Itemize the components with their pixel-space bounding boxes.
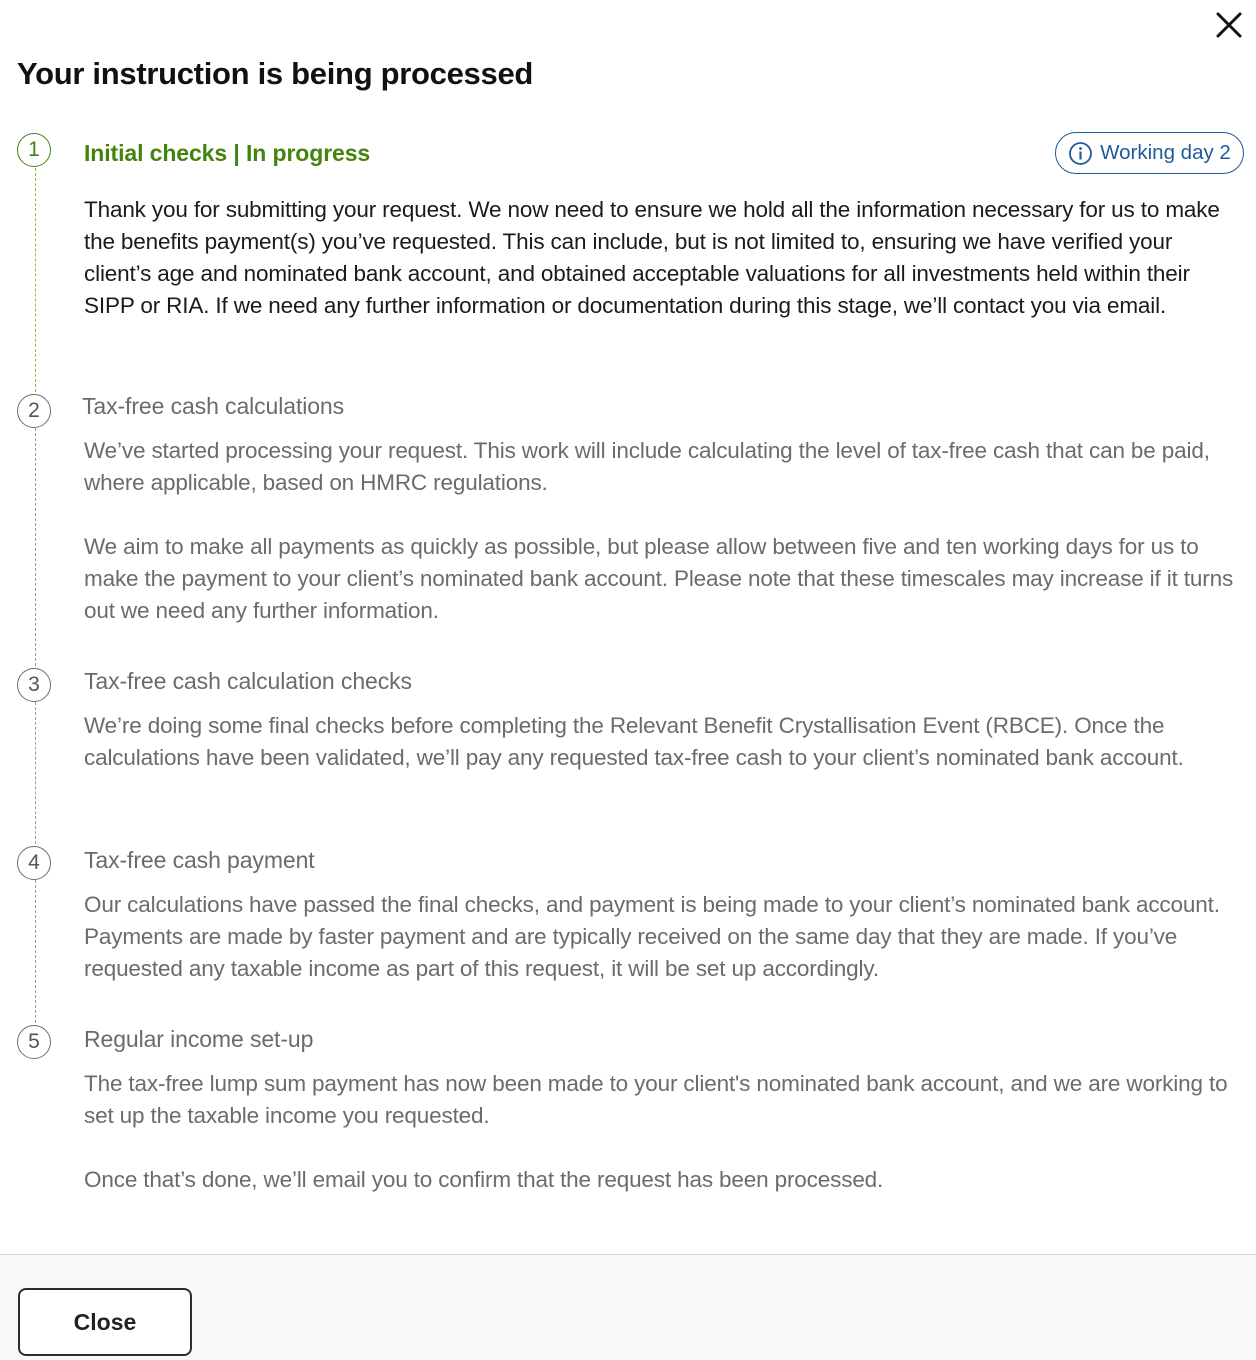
- step-title: Regular income set-up: [84, 1026, 314, 1052]
- step-number: 1: [17, 133, 51, 167]
- step-paragraph: We’re doing some final checks before completing the Relevant Benefit Crystallisation Event (RBCE). Once the calculations have been validated, we’ll pay any requested tax-free cash to your client’s nominated bank account.: [84, 713, 1184, 770]
- step-connector: [35, 168, 36, 392]
- step-paragraph: Our calculations have passed the final checks, and payment is being made to your client’s nominated bank account. Payments are made by faster payment and are typically received on the same day that they are made. If you’ve requested any taxable income as part of this request, it will be set up accordingly.: [84, 892, 1220, 981]
- step-number: 3: [17, 668, 51, 702]
- step-description: [84, 435, 1244, 627]
- working-day-badge: [1055, 132, 1244, 174]
- step-paragraph: The tax-free lump sum payment has now been made to your client's nominated bank account, and we are working to set up the taxable income you requested.: [84, 1071, 1228, 1128]
- step-title: Tax-free cash calculation checks: [84, 668, 412, 694]
- dialog-footer: [0, 1254, 1256, 1360]
- working-day-text: Working day 2: [1100, 141, 1231, 164]
- step-description: [84, 710, 1244, 774]
- step-title: Tax-free cash payment: [84, 847, 315, 873]
- step-number: 4: [17, 846, 51, 880]
- step-description: [84, 889, 1244, 985]
- step-title: Initial checks | In progress: [84, 140, 371, 166]
- step-connector: [35, 428, 36, 666]
- step-number: 5: [17, 1025, 51, 1059]
- close-icon: [1215, 11, 1243, 39]
- step-paragraph: Once that’s done, we’ll email you to confirm that the request has been processed.: [84, 1167, 884, 1192]
- step-title: Tax-free cash calculations: [82, 393, 345, 419]
- step-connector: [35, 880, 36, 1023]
- step-number: 2: [17, 394, 51, 428]
- step-connector: [35, 702, 36, 844]
- step-paragraph: We’ve started processing your request. This work will include calculating the level of tax-free cash that can be paid, where applicable, based on HMRC regulations.: [84, 438, 1210, 495]
- close-button[interactable]: Close: [18, 1288, 192, 1356]
- step-paragraph: We aim to make all payments as quickly as possible, but please allow between five and ten working days for us to make the payment to your client’s nominated bank account. Please note that these timescales may increase if it turns out we need any further information.: [84, 534, 1234, 623]
- step-description: [84, 194, 1244, 322]
- info-icon: [1068, 141, 1093, 166]
- dialog-title: Your instruction is being processed: [17, 56, 534, 91]
- step-paragraph: Thank you for submitting your request. We now need to ensure we hold all the information necessary for us to make the benefits payment(s) you’ve requested. This can include, but is not limited to, ensuring we have verified your client’s age and nominated bank account, and obtained acceptable valuations for all investments held within their SIPP or RIA. If we need any further information or documentation during this stage, we’ll contact you via email.: [84, 197, 1220, 318]
- step-description: [84, 1068, 1244, 1196]
- close-dialog-button[interactable]: [1210, 6, 1248, 44]
